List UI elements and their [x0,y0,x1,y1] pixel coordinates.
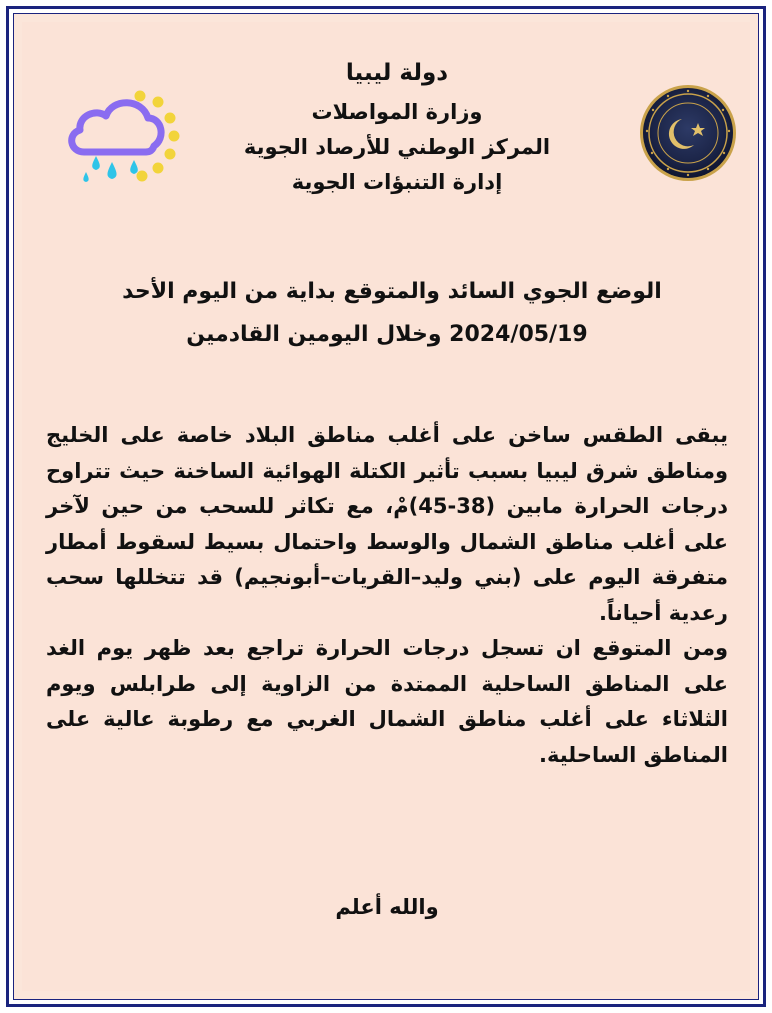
bulletin-paragraph-2: ومن المتوقع ان تسجل درجات الحرارة تراجع بعد ظهر يوم الغد على المناطق الساحلية الممتدة من الزاوية إلى طرابلس ويوم الثلاثاء على أغلب مناطق الشمال الغربي مع رطوبة عالية على المناطق الساحلية. [46,636,728,767]
bulletin-title-line-2: 2024/05/19 وخلال اليومين القادمين [186,322,588,347]
header-department-name: إدارة التنبؤات الجوية [291,170,503,194]
cloud-rain-sun-icon [62,82,182,192]
document-page [22,22,750,991]
closing-phrase: والله أعلم [335,895,439,919]
bulletin-body [46,418,728,773]
header-center-name: المركز الوطني للأرصاد الجوية [243,135,551,159]
national-meteorological-center-seal-icon [638,83,738,183]
bulletin-paragraph-1: يبقى الطقس ساخن على أغلب مناطق البلاد خاصة على الخليج ومناطق شرق ليبيا بسبب تأثير الكتلة الهوائية الساخنة حيث تتراوح درجات الحرارة مابين (38-45)مْ، مع تكاثر للسحب من حين لآخر على أغلب مناطق الشمال والوسط واحتمال بسيط لسقوط أمطار متفرقة اليوم على (بني وليد–القريات–أبونجيم) قد تتخللها سحب رعدية أحياناً. [46,423,728,625]
header-ministry-name: وزارة المواصلات [311,100,483,124]
bulletin-title-line-1: الوضع الجوي السائد والمتوقع بداية من اليوم الأحد [122,279,662,304]
header-state-name: دولة ليبيا [345,60,449,86]
